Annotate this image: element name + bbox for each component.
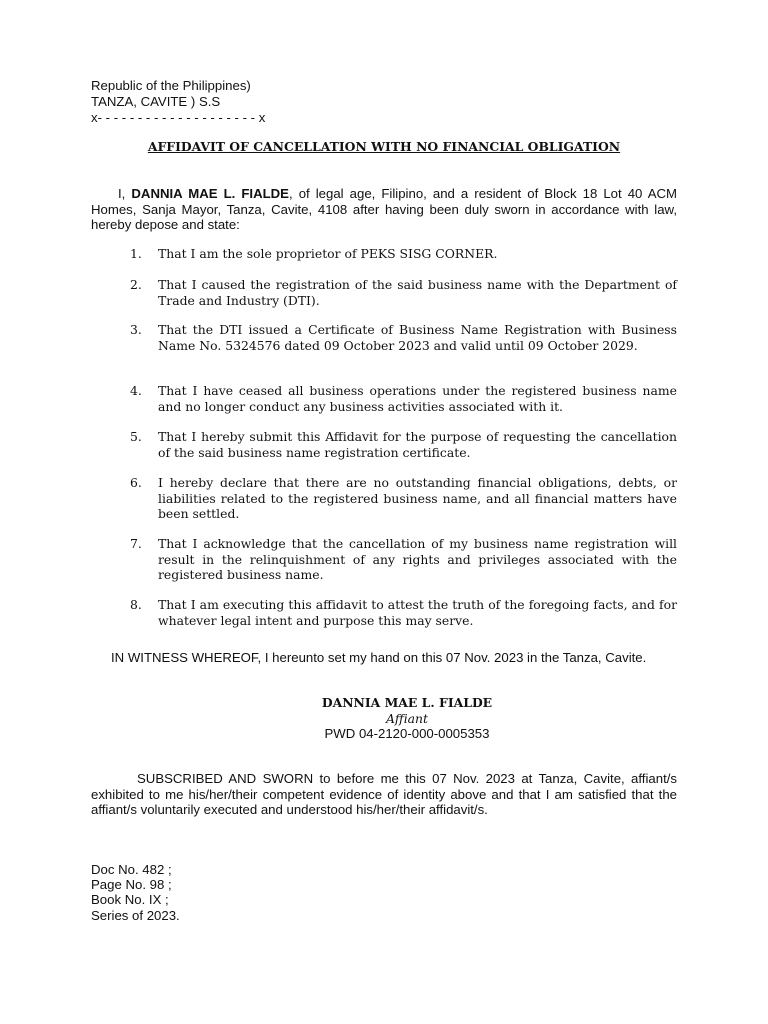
item-number: 1.: [130, 246, 142, 261]
item-number: 5.: [130, 429, 142, 444]
item-text: That I have ceased all business operations under the registered business name and no longer conduct any business activities associated with it.: [158, 383, 677, 414]
intro-text: , of legal age, Filipino, and a resident of Block 18 Lot 40 ACM Homes, Sanja Mayor, Tanza, Cavite, 4108 after having been duly sworn in accordance with law, hereby depose and state:: [91, 186, 677, 232]
item-number: 4.: [130, 383, 142, 398]
item-text: That I hereby submit this Affidavit for the purpose of requesting the cancellation of the said business name registration certificate.: [158, 429, 677, 460]
document-title: AFFIDAVIT OF CANCELLATION WITH NO FINANCIAL OBLIGATION: [147, 139, 621, 154]
affiant-signature-name: DANNIA MAE L. FIALDE: [321, 695, 493, 710]
item-text: That I am executing this affidavit to attest the truth of the foregoing facts, and for whatever legal intent and purpose this may serve.: [158, 597, 677, 628]
doc-number: Doc No. 482 ;: [91, 862, 172, 877]
item-text: I hereby declare that there are no outstanding financial obligations, debts, or liabilities related to the registered business name, and all financial matters have been settled.: [158, 475, 677, 521]
jurat-paragraph: [91, 771, 677, 818]
intro-paragraph: [91, 186, 677, 233]
item-number: 3.: [130, 322, 142, 337]
item-number: 2.: [130, 277, 142, 292]
item-text: That I caused the registration of the said business name with the Department of Trade and Industry (DTI).: [158, 277, 677, 308]
item-text: That I am the sole proprietor of PEKS SISG CORNER.: [158, 246, 498, 261]
series-year: Series of 2023.: [91, 907, 180, 923]
item-text: That I acknowledge that the cancellation of my business name registration will result in the relinquishment of any rights and privileges associated with the registered business name.: [158, 536, 677, 582]
caption-line-2: TANZA, CAVITE ) S.S: [91, 94, 221, 109]
item-number: 6.: [130, 475, 142, 490]
witness-paragraph: [91, 650, 677, 666]
caption-separator: x- - - - - - - - - - - - - - - - - - - - x: [91, 110, 266, 125]
item-text: That the DTI issued a Certificate of Business Name Registration with Business Name No. 5324576 dated 09 October 2023 and valid until 09 October 2029.: [158, 322, 677, 353]
intro-prefix: I,: [118, 186, 126, 201]
affiant-id-number: PWD 04-2120-000-0005353: [324, 726, 490, 741]
caption-line-1: Republic of the Philippines): [91, 78, 251, 93]
item-number: 7.: [130, 536, 142, 551]
page-number: Page No. 98 ;: [91, 877, 172, 893]
affiant-name-inline: DANNIA MAE L. FIALDE: [131, 186, 289, 201]
book-number: Book No. IX ;: [91, 892, 169, 908]
item-number: 8.: [130, 597, 142, 612]
signature-block: [91, 695, 723, 742]
notarial-register: [91, 862, 180, 923]
witness-text: IN WITNESS WHEREOF, I hereunto set my hand on this 07 Nov. 2023 in the Tanza, Cavite.: [111, 650, 647, 665]
venue-caption: [91, 78, 265, 126]
affiant-role: Affiant: [385, 710, 429, 726]
jurat-text: SUBSCRIBED AND SWORN to before me this 07 Nov. 2023 at Tanza, Cavite, affiant/s exhibited to me his/her/their competent evidence of identity above and that I am satisfied that the affiant/s voluntarily executed and understood his/her/their affidavit/s.: [91, 771, 677, 817]
